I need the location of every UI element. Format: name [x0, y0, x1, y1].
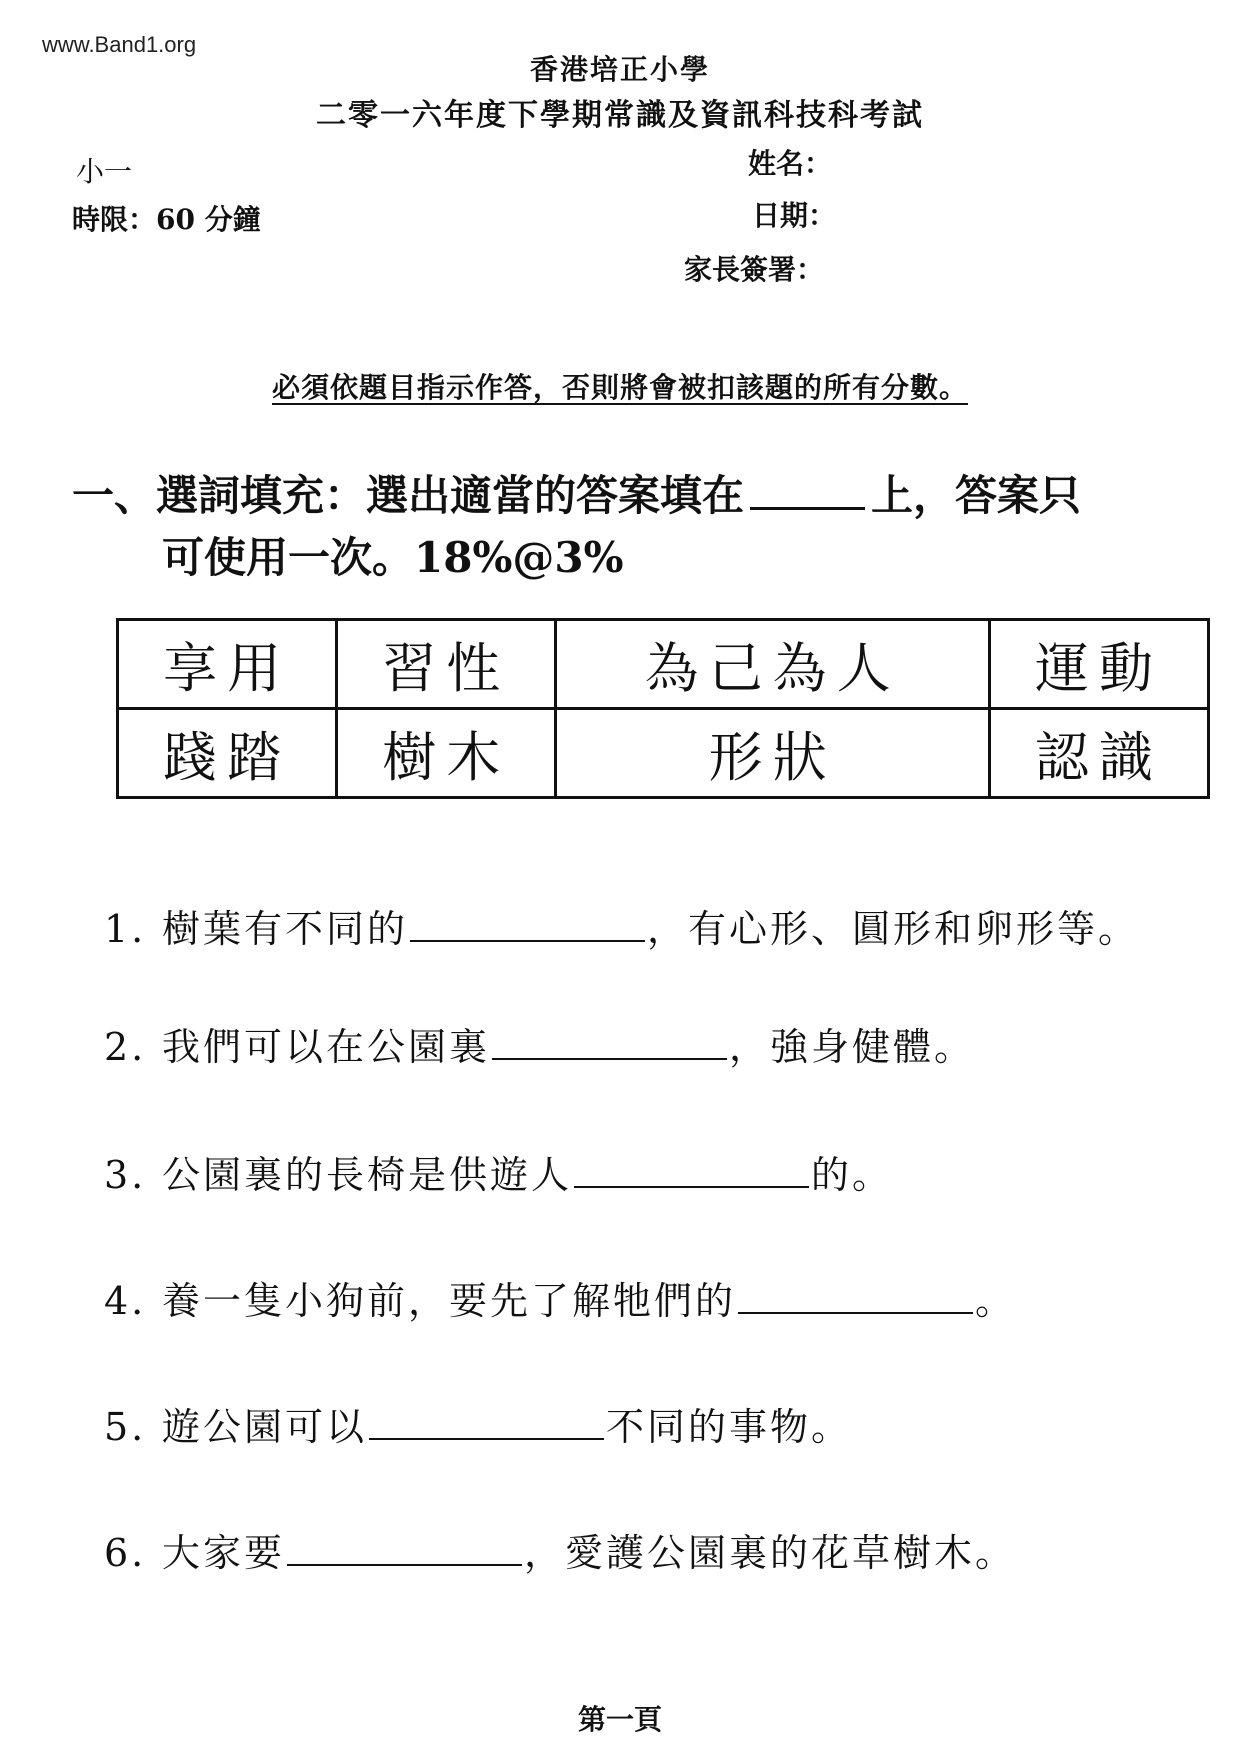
word-bank-table	[116, 618, 1210, 799]
answer-blank[interactable]	[574, 1150, 809, 1188]
section-title-part3: 可使用一次。18%@3%	[162, 533, 624, 582]
name-field-label: 姓名：	[748, 147, 833, 180]
question-text-before: 大家要	[162, 1531, 286, 1575]
word-bank-cell: 認識	[989, 709, 1208, 798]
word-bank-row	[118, 709, 1209, 798]
question-text-before: 我們可以在公園裏	[162, 1025, 491, 1069]
question-number: 4.	[104, 1279, 147, 1323]
question-1	[104, 898, 1204, 953]
question-text-after: ，愛護公園裏的花草樹木。	[524, 1531, 1017, 1575]
word-bank-cell: 踐踏	[118, 709, 337, 798]
question-3	[104, 1144, 1204, 1199]
question-number: 6.	[104, 1531, 147, 1575]
word-bank-cell: 運動	[989, 620, 1208, 709]
question-text-before: 養一隻小狗前，要先了解牠們的	[162, 1279, 737, 1323]
instruction-text: 必須依題目指示作答，否則將會被扣該題的所有分數。	[271, 371, 968, 404]
time-limit: 時限：60 分鐘	[72, 203, 261, 236]
question-2	[104, 1016, 1204, 1071]
page-number: 第一頁	[577, 1703, 662, 1736]
example-blank	[750, 473, 865, 510]
exam-title: 二零一六年度下學期常識及資訊科技科考試	[316, 98, 924, 133]
word-bank-cell: 形狀	[556, 709, 989, 798]
question-text-before: 公園裏的長椅是供遊人	[162, 1153, 573, 1197]
question-text-after: ，有心形、圓形和卵形等。	[647, 907, 1140, 951]
question-text-before: 樹葉有不同的	[162, 907, 409, 951]
answer-blank[interactable]	[287, 1528, 522, 1566]
word-bank-cell: 樹木	[337, 709, 556, 798]
section-title-part2: 上，答案只	[871, 471, 1082, 520]
question-6	[104, 1522, 1204, 1577]
question-text-after: 不同的事物。	[606, 1405, 853, 1449]
section-title-part1: 一、選詞填充：選出適當的答案填在	[72, 471, 745, 520]
grade-label: 小一	[76, 155, 133, 188]
word-bank-cell: 習性	[337, 620, 556, 709]
section-heading	[72, 465, 1182, 589]
question-number: 3.	[104, 1153, 147, 1197]
question-text-after: 。	[975, 1279, 1017, 1323]
word-bank-row	[118, 620, 1209, 709]
answer-blank[interactable]	[410, 904, 645, 942]
question-5	[104, 1396, 1204, 1451]
watermark-text: www.Band1.org	[42, 32, 197, 57]
question-number: 2.	[104, 1025, 147, 1069]
answer-blank[interactable]	[738, 1276, 973, 1314]
word-bank-cell: 為己為人	[556, 620, 989, 709]
parent-signature-label: 家長簽署：	[684, 253, 825, 286]
word-bank-cell: 享用	[118, 620, 337, 709]
question-4	[104, 1270, 1204, 1325]
question-text-before: 遊公園可以	[162, 1405, 368, 1449]
answer-blank[interactable]	[369, 1402, 604, 1440]
instruction-note	[0, 366, 1240, 406]
question-number: 1.	[104, 907, 147, 951]
question-text-after: 的。	[811, 1153, 894, 1197]
question-number: 5.	[104, 1405, 147, 1449]
school-name: 香港培正小學	[529, 53, 710, 86]
question-text-after: ，強身健體。	[729, 1025, 976, 1069]
answer-blank[interactable]	[492, 1022, 727, 1060]
date-field-label: 日期：	[752, 199, 837, 232]
